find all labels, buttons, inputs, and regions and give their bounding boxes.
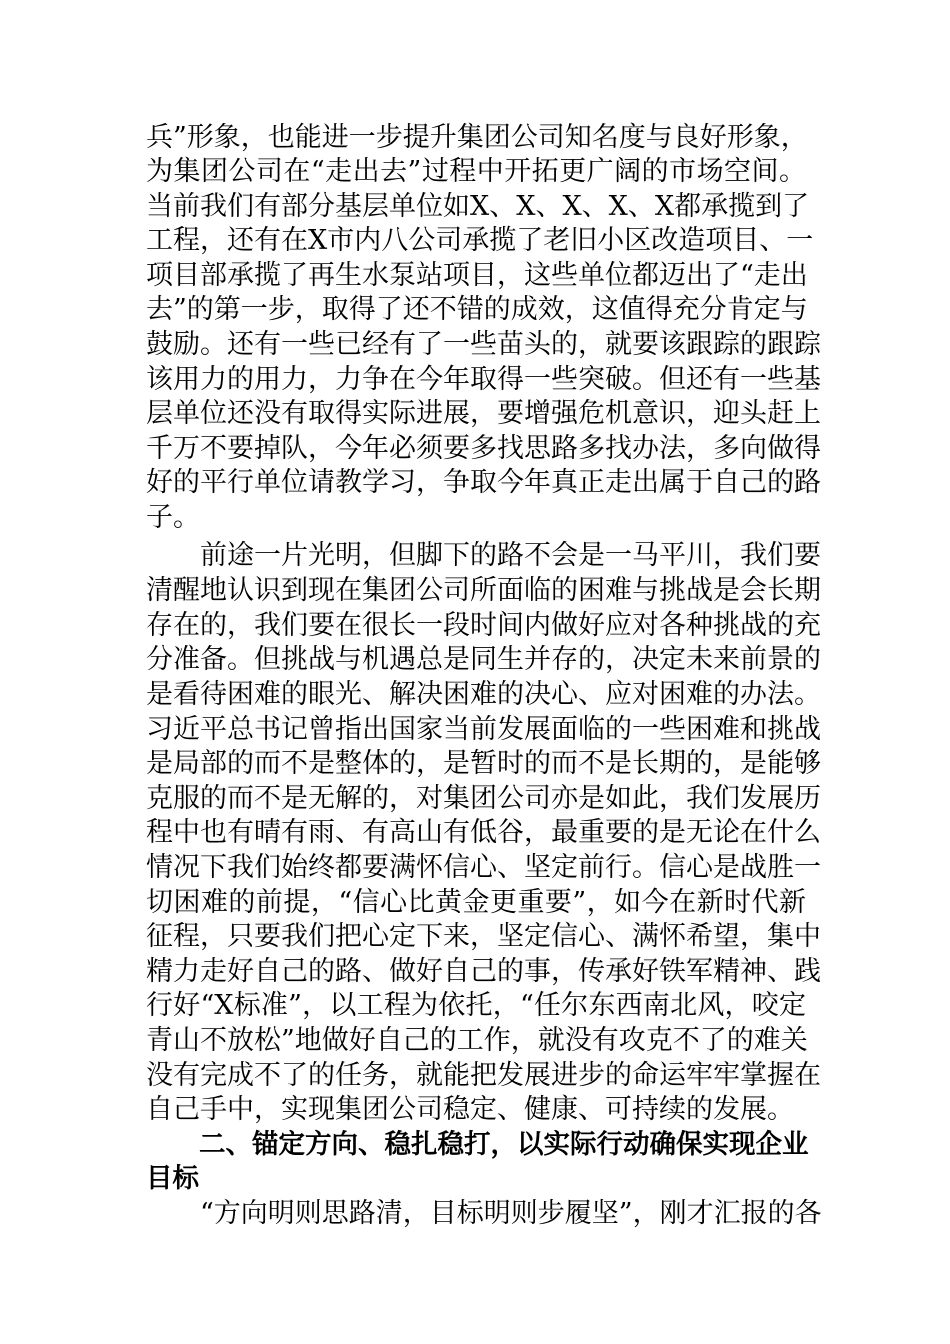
body-text-line: 工程，还有在X市内八公司承揽了老旧小区改造项目、一	[146, 225, 814, 256]
body-text-line: 清醒地认识到现在集团公司所面临的困难与挑战是会长期	[146, 575, 821, 606]
body-text-line: 克服的而不是无解的，对集团公司亦是如此，我们发展历	[146, 783, 821, 814]
body-text-line: 子。	[146, 502, 200, 533]
body-text-line: 鼓励。还有一些已经有了一些苗头的，就要该跟踪的跟踪	[146, 329, 821, 360]
body-text-line: 好的平行单位请教学习，争取今年真正走出属于自己的路	[146, 467, 821, 498]
body-text-line: 存在的，我们要在很长一段时间内做好应对各种挑战的充	[146, 610, 821, 641]
body-text-line: 青山不放松”地做好自己的工作，就没有攻克不了的难关	[146, 1025, 808, 1056]
body-text-line: 是局部的而不是整体的，是暂时的而不是长期的，是能够	[146, 748, 821, 779]
body-text-line: 行好“X标准”，以工程为依托，“任尔东西南北风，咬定	[146, 990, 806, 1021]
body-text-line: 切困难的前提，“信心比黄金更重要”，如今在新时代新	[146, 887, 806, 918]
body-text-line: 千万不要掉队，今年必须要多找思路多找办法，多向做得	[146, 433, 821, 464]
body-text-line: 去”的第一步，取得了还不错的成效，这值得充分肯定与	[146, 294, 808, 325]
body-text-line: 自己手中，实现集团公司稳定、健康、可持续的发展。	[146, 1094, 794, 1125]
body-text-line: 前途一片光明，但脚下的路不会是一马平川，我们要	[146, 540, 821, 571]
body-text-line: 层单位还没有取得实际进展，要增强危机意识，迎头赶上	[146, 398, 821, 429]
body-text-line: 征程，只要我们把心定下来，坚定信心、满怀希望，集中	[146, 921, 821, 952]
body-text-line: 习近平总书记曾指出国家当前发展面临的一些困难和挑战	[146, 714, 821, 745]
body-text-line: 分准备。但挑战与机遇总是同生并存的，决定未来前景的	[146, 644, 821, 675]
section-heading: 目标	[146, 1163, 199, 1194]
body-text-line: “方向明则思路清，目标明则步履坚”，刚才汇报的各	[146, 1198, 822, 1229]
body-text-line: 情况下我们始终都要满怀信心、坚定前行。信心是战胜一	[146, 852, 821, 883]
body-text-line: 程中也有晴有雨、有高山有低谷，最重要的是无论在什么	[146, 817, 821, 848]
body-text-line: 该用力的用力，力争在今年取得一些突破。但还有一些基	[146, 364, 821, 395]
body-text-line: 当前我们有部分基层单位如X、X、X、X、X都承揽到了	[146, 191, 810, 222]
body-text-line: 兵”形象，也能进一步提升集团公司知名度与良好形象，	[146, 122, 808, 153]
section-heading: 二、锚定方向、稳扎稳打，以实际行动确保实现企业	[146, 1129, 809, 1160]
body-text-line: 是看待困难的眼光、解决困难的决心、应对困难的办法。	[146, 679, 821, 710]
body-text-line: 精力走好自己的路、做好自己的事，传承好铁军精神、践	[146, 956, 821, 987]
body-text-line: 没有完成不了的任务，就能把发展进步的命运牢牢掌握在	[146, 1060, 821, 1091]
body-text-line: 为集团公司在“走出去”过程中开拓更广阔的市场空间。	[146, 156, 806, 187]
body-text-line: 项目部承揽了再生水泵站项目，这些单位都迈出了“走出	[146, 260, 808, 291]
